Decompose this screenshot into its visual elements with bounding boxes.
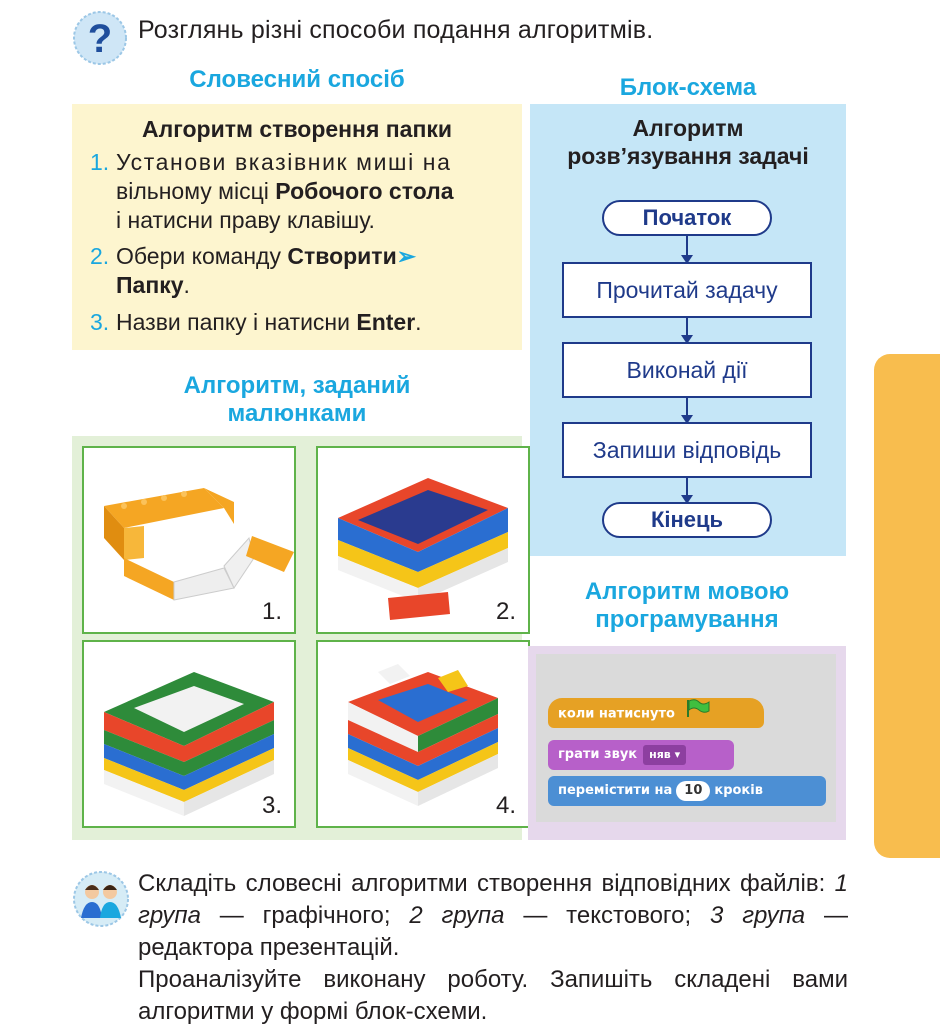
step-2 bbox=[90, 242, 510, 300]
task-group-label: 1 група bbox=[138, 870, 848, 929]
lego-step-4-image bbox=[316, 640, 530, 828]
task-text-part: — графічного; bbox=[200, 902, 410, 929]
step-3 bbox=[90, 308, 510, 337]
flowchart-title-line: Алгоритм bbox=[632, 115, 744, 141]
program-heading bbox=[528, 578, 846, 634]
move-steps-block bbox=[548, 776, 826, 806]
picture-label: 4. bbox=[495, 792, 516, 819]
flowchart-end: Кінець bbox=[602, 502, 772, 538]
block-label: коли натиснуто bbox=[558, 706, 675, 722]
flowchart-box bbox=[530, 104, 846, 556]
lego-step-2-image bbox=[316, 446, 530, 634]
flowchart-heading: Блок-схема bbox=[619, 74, 757, 101]
play-sound-block bbox=[548, 740, 734, 770]
svg-text:?: ? bbox=[87, 17, 113, 61]
step-text: Обери команду bbox=[116, 243, 288, 269]
flow-arrow bbox=[686, 398, 688, 422]
step-bold: Робочого стола bbox=[275, 178, 454, 204]
verbal-heading: Словесний спосіб bbox=[189, 66, 405, 93]
question-mark-icon bbox=[72, 10, 128, 66]
block-label: перемістити на bbox=[558, 783, 673, 798]
lego-step-3-image bbox=[82, 640, 296, 828]
task-paragraph-1 bbox=[138, 868, 848, 964]
scratch-script-area bbox=[536, 654, 836, 822]
intro-text: Розглянь різні способи подання алгоритмів. bbox=[138, 16, 654, 44]
group-work-icon bbox=[72, 870, 130, 928]
step-text: вільному місці bbox=[116, 178, 276, 204]
pictures-heading-line: малюнками bbox=[227, 400, 367, 427]
flowchart-title-line: розв’язування задачі bbox=[567, 143, 809, 169]
task-text-part: Складіть словесні алгоритми створення відповідних файлів: bbox=[138, 870, 835, 897]
step-number: 2. bbox=[90, 243, 110, 269]
step-text: . bbox=[415, 309, 422, 335]
flowchart-step-3: Запиши відповідь bbox=[562, 422, 812, 478]
task-text-part: — редактора презентацій. bbox=[138, 902, 848, 961]
task-text-part: — текстового; bbox=[504, 902, 711, 929]
step-1 bbox=[90, 148, 510, 235]
program-heading-line: Алгоритм мовою bbox=[584, 578, 790, 605]
step-text: Установи вказівник миші на bbox=[116, 149, 452, 175]
flowchart-step-1: Прочитай задачу bbox=[562, 262, 812, 318]
task-group-label: 2 група bbox=[409, 902, 505, 929]
step-text: . bbox=[183, 272, 190, 298]
pictures-heading bbox=[72, 372, 522, 428]
block-label: кроків bbox=[714, 783, 763, 798]
flow-arrow bbox=[686, 236, 688, 262]
flowchart-title bbox=[530, 114, 846, 170]
program-panel bbox=[528, 646, 846, 840]
step-bold: Папку bbox=[116, 272, 184, 298]
when-flag-clicked-block bbox=[548, 698, 764, 728]
flowchart-step-2: Виконай дії bbox=[562, 342, 812, 398]
arrow-right-icon: ➢ bbox=[396, 243, 416, 269]
step-bold: Створити bbox=[287, 243, 397, 269]
block-label: грати звук bbox=[558, 747, 638, 762]
pictures-panel bbox=[72, 436, 522, 840]
task-text bbox=[138, 868, 848, 1028]
flow-arrow bbox=[686, 318, 688, 342]
flowchart-start: Початок bbox=[602, 200, 772, 236]
steps-input[interactable]: 10 bbox=[676, 781, 710, 801]
step-bold: Enter bbox=[356, 309, 416, 335]
picture-label: 1. bbox=[261, 598, 282, 625]
task-paragraph-2: Проаналізуйте виконану роботу. Запишіть складені вами алгоритми у формі блок-схеми. bbox=[138, 966, 848, 1025]
step-text: Назви папку і натисни bbox=[116, 309, 357, 335]
dropdown-value: няв bbox=[649, 748, 671, 761]
verbal-box bbox=[72, 104, 522, 350]
pictures-heading-line: Алгоритм, заданий bbox=[183, 372, 411, 399]
step-text: і натисни праву клавішу. bbox=[116, 207, 375, 233]
flow-arrow bbox=[686, 478, 688, 502]
picture-label: 2. bbox=[495, 598, 516, 625]
green-flag-icon bbox=[685, 698, 711, 730]
verbal-title: Алгоритм створення папки bbox=[141, 116, 452, 142]
step-number: 1. bbox=[90, 149, 110, 175]
picture-label: 3. bbox=[261, 792, 282, 819]
lego-step-1-image bbox=[82, 446, 296, 634]
sound-dropdown[interactable]: няв ▾ bbox=[643, 745, 686, 765]
side-tab bbox=[874, 354, 940, 858]
step-number: 3. bbox=[90, 309, 110, 335]
task-group-label: 3 група bbox=[710, 902, 806, 929]
program-heading-line: програмування bbox=[595, 606, 779, 633]
